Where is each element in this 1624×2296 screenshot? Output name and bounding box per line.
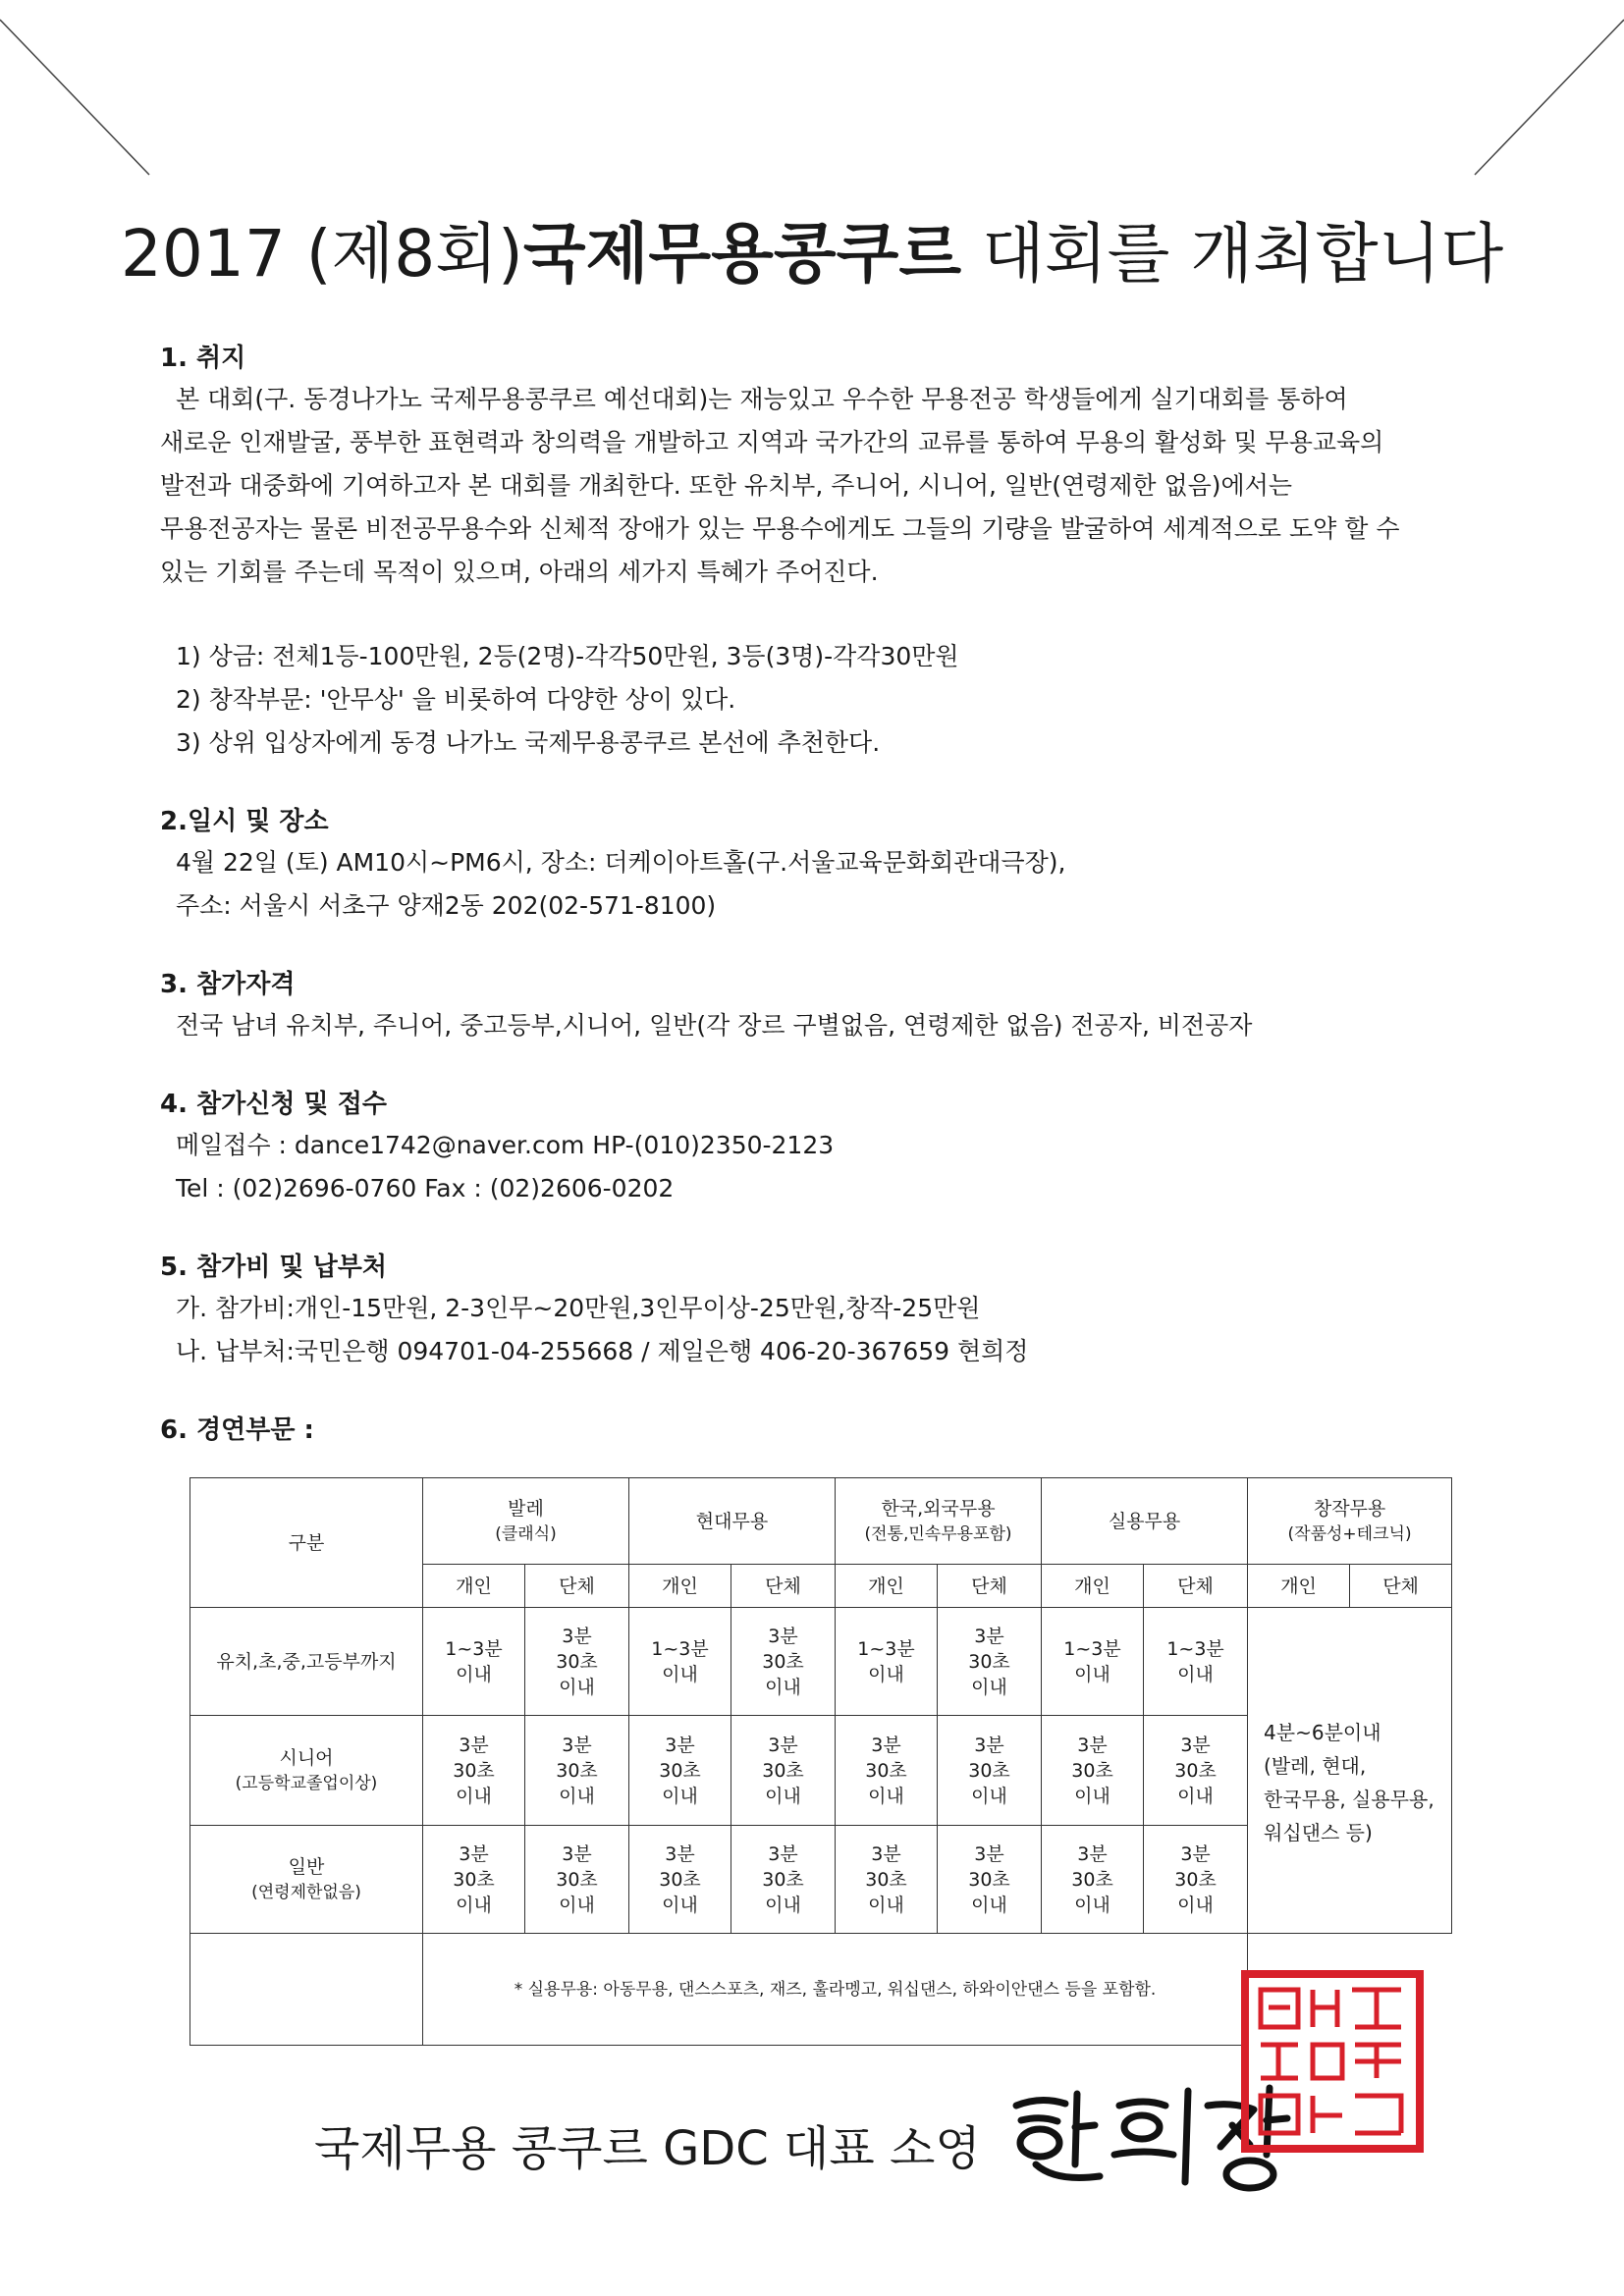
title-post: 대회를 개최합니다 — [961, 216, 1504, 292]
section-1-line: 본 대회(구. 동경나가노 국제무용콩쿠르 예선대회)는 재능있고 우수한 무용전공 학생들에게 실기대회를 통하여 — [176, 385, 1348, 413]
sub-group: 단체 — [1350, 1565, 1452, 1608]
genre-practical: 실용무용 — [1042, 1478, 1248, 1565]
duration-cell: 3분 30초 이내 — [423, 1826, 525, 1934]
duration-cell: 3분 30초 이내 — [731, 1826, 836, 1934]
section-2-line: 주소: 서울시 서초구 양재2동 202(02-571-8100) — [176, 891, 717, 920]
duration-cell: 3분 30초 이내 — [1042, 1826, 1144, 1934]
duration-cell: 3분 30초 이내 — [629, 1826, 731, 1934]
duration-cell: 3분 30초 이내 — [423, 1716, 525, 1826]
row-label-youth: 유치,초,중,고등부까지 — [190, 1608, 423, 1716]
competition-table — [189, 1477, 1452, 2046]
title-pre: 2017 (제8회) — [120, 216, 523, 292]
seal-stamp — [1239, 1968, 1426, 2155]
duration-cell: 3분 30초 이내 — [1144, 1716, 1248, 1826]
sub-solo: 개인 — [423, 1565, 525, 1608]
section-5-line: 가. 참가비:개인-15만원, 2-3인무~20만원,3인무이상-25만원,창작-25만원 — [176, 1294, 981, 1322]
section-4-line: 메일접수 : dance1742@naver.com HP-(010)2350-2123 — [176, 1131, 835, 1159]
duration-cell: 3분 30초 이내 — [731, 1716, 836, 1826]
sub-solo: 개인 — [836, 1565, 938, 1608]
duration-cell: 3분 30초 이내 — [1042, 1716, 1144, 1826]
duration-cell: 1~3분 이내 — [1042, 1608, 1144, 1716]
footer-text: 국제무용 콩쿠르 GDC 대표 소영 — [314, 2121, 981, 2176]
section-4-line: Tel : (02)2696-0760 Fax : (02)2606-0202 — [176, 1174, 675, 1202]
genre-creative: 창작무용 (작품성+테크닉) — [1248, 1478, 1452, 1565]
duration-cell: 3분 30초 이내 — [731, 1608, 836, 1716]
sub-solo: 개인 — [1248, 1565, 1350, 1608]
creative-duration-cell: 4분~6분이내 (발레, 현대, 한국무용, 실용무용, 워십댄스 등) — [1248, 1608, 1452, 1934]
row-label-senior: 시니어 (고등학교졸업이상) — [190, 1716, 423, 1826]
duration-cell: 3분 30초 이내 — [938, 1608, 1042, 1716]
genre-modern: 현대무용 — [629, 1478, 836, 1565]
section-5-line: 나. 납부처:국민은행 094701-04-255668 / 제일은행 406-20-367659 현희정 — [176, 1337, 1029, 1365]
duration-cell: 3분 30초 이내 — [938, 1826, 1042, 1934]
note-label-empty — [190, 1934, 423, 2046]
section-3-line: 전국 남녀 유치부, 주니어, 중고등부,시니어, 일반(각 장르 구별없음, 연령제한 없음) 전공자, 비전공자 — [176, 1011, 1253, 1040]
section-2-heading: 2.일시 및 장소 — [160, 807, 329, 836]
sub-group: 단체 — [525, 1565, 629, 1608]
benefit-item: 1) 상금: 전체1등-100만원, 2등(2명)-각각50만원, 3등(3명)-각각30만원 — [176, 642, 959, 670]
table-row-youth — [190, 1608, 1452, 1716]
section-1-line: 있는 기회를 주는데 목적이 있으며, 아래의 세가지 특혜가 주어진다. — [160, 558, 879, 586]
sub-solo: 개인 — [629, 1565, 731, 1608]
duration-cell: 1~3분 이내 — [1144, 1608, 1248, 1716]
sub-group: 단체 — [731, 1565, 836, 1608]
duration-cell: 3분 30초 이내 — [525, 1716, 629, 1826]
section-1-line: 발전과 대중화에 기여하고자 본 대회를 개최한다. 또한 유치부, 주니어, 시니어, 일반(연령제한 없음)에서는 — [160, 471, 1293, 500]
duration-cell: 3분 30초 이내 — [836, 1826, 938, 1934]
category-header: 구분 — [190, 1478, 423, 1608]
duration-cell: 3분 30초 이내 — [525, 1826, 629, 1934]
section-3-heading: 3. 참가자격 — [160, 970, 296, 999]
page-title — [0, 201, 1624, 294]
sub-solo: 개인 — [1042, 1565, 1144, 1608]
corner-lines — [0, 0, 1624, 196]
row-label-general: 일반 (연령제한없음) — [190, 1826, 423, 1934]
section-1-heading: 1. 취지 — [160, 344, 246, 373]
duration-cell: 3분 30초 이내 — [1144, 1826, 1248, 1934]
section-6-heading: 6. 경연부문 : — [160, 1415, 314, 1445]
genre-header-row — [190, 1478, 1452, 1565]
benefit-item: 2) 창작부문: '안무상' 을 비롯하여 다양한 상이 있다. — [176, 685, 736, 714]
section-4-heading: 4. 참가신청 및 접수 — [160, 1090, 387, 1119]
title-strong: 국제무용콩쿠르 — [522, 216, 962, 292]
sub-group: 단체 — [938, 1565, 1042, 1608]
section-2-line: 4월 22일 (토) AM10시~PM6시, 장소: 더케이아트홀(구.서울교육문화회관대극장), — [176, 848, 1066, 877]
section-1-line: 새로운 인재발굴, 풍부한 표현력과 창의력을 개발하고 지역과 국가간의 교류를 통하여 무용의 활성화 및 무용교육의 — [160, 428, 1384, 456]
duration-cell: 1~3분 이내 — [836, 1608, 938, 1716]
duration-cell: 1~3분 이내 — [423, 1608, 525, 1716]
note-cell: * 실용무용: 아동무용, 댄스스포츠, 재즈, 훌라멩고, 워십댄스, 하와이안댄스 등을 포함함. — [423, 1934, 1248, 2046]
section-1-line: 무용전공자는 물론 비전공무용수와 신체적 장애가 있는 무용수에게도 그들의 기량을 발굴하여 세계적으로 도약 할 수 — [160, 514, 1400, 543]
duration-cell: 3분 30초 이내 — [629, 1716, 731, 1826]
document-body — [160, 339, 1486, 1450]
genre-korean-foreign: 한국,외국무용 (전통,민속무용포함) — [836, 1478, 1042, 1565]
sub-group: 단체 — [1144, 1565, 1248, 1608]
duration-cell: 3분 30초 이내 — [525, 1608, 629, 1716]
duration-cell: 3분 30초 이내 — [938, 1716, 1042, 1826]
duration-cell: 1~3분 이내 — [629, 1608, 731, 1716]
genre-ballet: 발레 (클래식) — [423, 1478, 629, 1565]
duration-cell: 3분 30초 이내 — [836, 1716, 938, 1826]
section-5-heading: 5. 참가비 및 납부처 — [160, 1253, 387, 1282]
benefit-item: 3) 상위 입상자에게 동경 나가노 국제무용콩쿠르 본선에 추천한다. — [176, 728, 881, 757]
